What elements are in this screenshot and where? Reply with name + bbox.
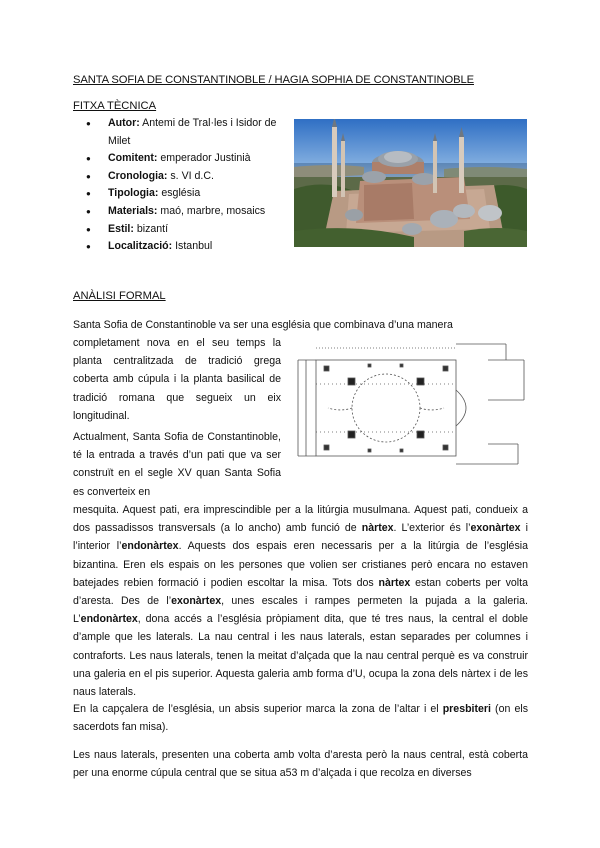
document-title: SANTA SOFIA DE CONSTANTINOBLE / HAGIA SOPHIA DE CONSTANTINOBLE — [73, 74, 474, 86]
paragraph-2-run: i l’interior l’ — [73, 522, 528, 553]
paragraph-3-run: En la capçalera de l’església, un absis superior marca la zona de l’altar i el — [73, 703, 443, 715]
fitxa-list — [86, 115, 296, 256]
paragraph-2-run: exonàrtex — [470, 522, 521, 535]
paragraph-2-run: nàrtex — [378, 576, 411, 589]
analisi-paragraph-2 — [73, 501, 528, 701]
fitxa-item-materials: ● Materials: maó, marbre, mosaics — [86, 203, 296, 221]
paragraph-2-run: mesquita. Aquest pati, era imprescindible per a la litúrgia musulmana. Aquest pati, condueix a dos passadissos transversals (a lo ancho) amb funció de — [73, 504, 528, 535]
fitxa-item-autor: ● Autor: Antemi de Tral·les i Isidor de Milet — [86, 115, 296, 150]
paragraph-2-run: endonàrtex — [121, 540, 179, 553]
analisi-paragraph-1: completament nova en el seu temps la planta centralitzada de tradició grega coberta amb cúpula i la planta basilical de tradició romana que segueix un eix longitudinal. — [73, 337, 281, 422]
paragraph-2-run: exonàrtex — [171, 595, 222, 608]
fitxa-item-estil: ● Estil: bizantí — [86, 221, 296, 239]
fitxa-item-comitent: ● Comitent: emperador Justinià — [86, 150, 296, 168]
hagia-sophia-floor-plan — [288, 340, 528, 470]
analisi-paragraph-1-first-line: Santa Sofia de Constantinoble va ser una església que combinava d’una manera — [73, 319, 453, 331]
paragraph-2-run: endonàrtex — [80, 613, 138, 626]
paragraph-2-run: , unes escales i rampes permeten la pujada a la galeria. L’ — [73, 595, 528, 626]
paragraph-2-run: , dona accés a l’església pròpiament dita, que té tres naus, la central el doble d’ample que les laterals. La nau central i les naus laterals, estan separades per columnes i contraforts. Les naus laterals, tenen la meitat d’alçada que la nau central perquè es va construir una galeria en el pis superior. Aquesta galeria amb forma d’U, ocupa la zona dels nàrtex i de les naus laterals. — [73, 613, 528, 699]
fitxa-item-tipologia: ● Tipologia: església — [86, 185, 296, 203]
fitxa-item-localitzacio: ● Localització: Istanbul — [86, 238, 296, 256]
analisi-paragraph-4: Les naus laterals, presenten una coberta amb volta d’aresta però la naus central, està coberta per una enorme cúpula central que se situa a53 m d’alçada i que recolza en diverses — [73, 749, 528, 780]
paragraph-2-run: nàrtex — [361, 522, 394, 535]
paragraph-2-run: estan coberts per volta d’aresta. Des de l’ — [73, 576, 528, 608]
fitxa-heading: FITXA TÈCNICA — [73, 100, 157, 112]
paragraph-3-run: (on els sacerdots fan misa). — [73, 703, 528, 734]
analisi-paragraph-2-narrow: Actualment, Santa Sofia de Constantinoble, té la entrada a través d’un pati que va ser construït en el segle XV quan Santa Sofia es converteix en — [73, 431, 281, 498]
analisi-paragraph-3 — [73, 700, 528, 736]
paragraph-3-run: presbiteri — [442, 703, 491, 715]
fitxa-item-cronologia: ● Cronologia: s. VI d.C. — [86, 168, 296, 186]
analisi-heading: ANÀLISI FORMAL — [73, 290, 166, 302]
paragraph-2-run: . Aquests dos espais eren necessaris per a la litúrgia de l’església bizantina. Eren els espais on les persones que volien ser cristianes però encara no estaven batejades rebien formació i podien escoltar la misa. Tots dos — [73, 540, 528, 589]
hagia-sophia-photo — [294, 119, 527, 247]
paragraph-2-run: . L’exterior és l’ — [393, 522, 471, 535]
